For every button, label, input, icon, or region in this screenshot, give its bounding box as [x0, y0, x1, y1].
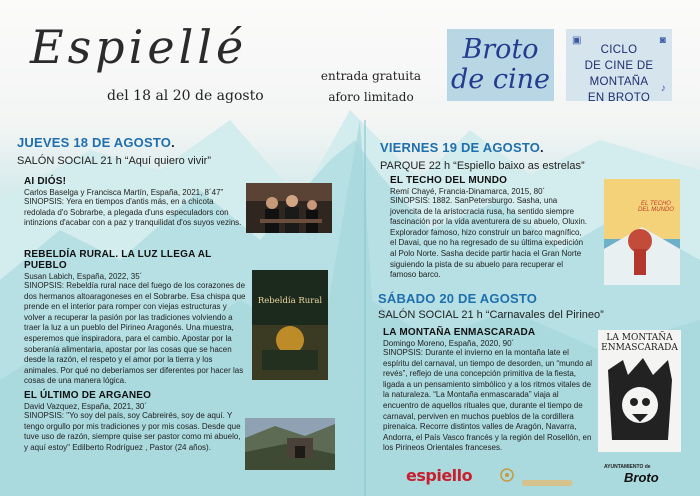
thursday-section [17, 134, 352, 167]
ai-dios-still [246, 183, 332, 233]
film-synopsis: SINOPSIS: Yera en tiempos d'antis más, en a chicota redolada d'o Sobrarbe, a plegada d'uns especuladors con intinzions d'acabar con a paz y tranquilidat d'os suyos vezins. [24, 197, 242, 228]
film-synopsis: SINOPSIS: Durante el invierno en la montaña late el espíritu del carnaval, un tiempo de desorden, un “mundo al revés”, reflejo de una concepción primitiva de la fiesta, ligada a un pensamiento simbólico y a los ritmos vitales de la naturaleza. “La Montaña enmascarada” viaja al encuentro de aquellos rituales que, durante el tiempo de carnaval, perviven en muchos pueblos de la cordillera pirenaica. Recorre distintos valles de Aragón, Navarra, Andorra, el País Vasco francés y la región del Rosellón, en los Pirineos Orientales franceses. [383, 348, 593, 453]
thursday-heading: JUEVES 18 DE AGOSTO. [17, 135, 175, 150]
broto-logo-line1: Broto [462, 34, 539, 65]
broto-de-cine-logo [447, 29, 554, 101]
ultimo-arganeo-still [245, 418, 335, 470]
ciclo-cine-logo [566, 29, 672, 104]
film-meta: Susan Labich, España, 2022, 35´ [24, 272, 143, 281]
poster-title: EL TECHO DEL MUNDO [638, 201, 674, 213]
film-title: EL ÚLTIMO DE ARGANEO [24, 390, 152, 401]
ciclo-line3: MONTAÑA [589, 76, 649, 88]
partner-logo [522, 473, 572, 479]
header [0, 0, 700, 120]
event-title: Espiellé [30, 20, 248, 74]
film-title: AI DIÓS! [24, 176, 67, 187]
film-ai-dios [24, 176, 244, 229]
entry-info [317, 66, 425, 108]
thursday-venue: SALÓN SOCIAL 21 h “Aquí quiero vivir” [17, 155, 212, 167]
saturday-venue: SALÓN SOCIAL 21 h “Carnavales del Pirineo” [378, 309, 604, 321]
film-techo-del-mundo [390, 175, 590, 281]
film-meta: Carlos Baselga y Francisca Martín, España, 2021, 8´47” [24, 188, 224, 197]
ciclo-line4: EN BROTO [587, 92, 651, 104]
poster-title: Rebeldía Rural [257, 296, 323, 306]
saturday-day: SÁBADO 20 DE AGOSTO [378, 291, 538, 306]
film-synopsis: SINOPSIS: Rebeldía rural nace del fuego de los corazones de dos hermanos altoaragoneses en el Sobrarbe. Esa chispa que prende en el interior para romper con viejas estructuras y volver a recuperar la pasión por las tradiciones volviendo a traer la luz a un pueblo del Pirineo Aragonés. Una muestra, esperemos que inspiradora, para el cambio. Apostar por la soberanía alimentaria, apostar por las cosas que se hacen desde la razón, el respeto y el amor por la tierra y los animales. Por qué no deberíamos ser diferentes por hacer las cosas de una manera lógica. [24, 281, 246, 386]
rebeldia-rural-poster [252, 270, 328, 380]
entry-free: entrada gratuita [320, 69, 422, 83]
camera-icon: ◙ [659, 35, 666, 46]
techo-del-mundo-poster [604, 179, 680, 285]
friday-heading: VIERNES 19 DE AGOSTO. [380, 140, 544, 155]
thursday-day: JUEVES 18 DE AGOSTO [17, 135, 172, 150]
ayuntamiento-logo [604, 464, 694, 485]
friday-day: VIERNES 19 DE AGOSTO [380, 140, 541, 155]
espiello-logo: espiello [406, 466, 473, 485]
ciclo-line1: CICLO [600, 44, 638, 56]
film-meta: David Vazquez, España, 2021, 30´ [24, 402, 148, 411]
film-title: REBELDÍA RURAL. LA LUZ LLEGA AL PUEBLO [24, 249, 212, 271]
ciclo-line2: DE CINE DE [584, 60, 654, 72]
saturday-section [378, 291, 678, 321]
film-title: LA MONTAÑA ENMASCARADA [383, 327, 536, 338]
poster-title: LA MONTAÑA ENMASCARADA [601, 333, 678, 353]
film-meta: Domingo Moreno, España, 2020, 90´ [383, 339, 515, 348]
film-montana-enmascarada [383, 327, 593, 454]
ayto-label: AYUNTAMIENTO de [604, 464, 651, 470]
film-title: EL TECHO DEL MUNDO [390, 175, 508, 186]
entry-capacity: aforo limitado [328, 90, 414, 104]
friday-venue: PARQUE 22 h “Espiello baixo as estrelas” [380, 160, 585, 172]
montana-enmascarada-poster [598, 330, 681, 452]
film-meta: Remí Chayé, Francia-Dinamarca, 2015, 80´ [390, 187, 546, 196]
film-synopsis: SINOPSIS: 1882. SanPetersburgo. Sasha, una jovencita de la aristocracia rusa, ha sentido siempre fascinación por la vida aventurera de su abuelo, Oluxin. Explorador famoso, hizo construir un barco magnífico, el Davai, que no ha regresado de su última expedición al Polo Norte. Sasha decide partir hacia el Gran Norte siguiendo la pista de su abuelo para recuperar el famoso barco. [390, 196, 588, 280]
event-dates: del 18 al 20 de agosto [107, 88, 264, 104]
film-icon: ▣ [572, 35, 582, 46]
film-ultimo-arganeo [24, 390, 244, 453]
music-icon: ♪ [660, 83, 666, 94]
ayto-broto: Broto [624, 470, 659, 485]
broto-logo-line2: de cine [451, 64, 550, 95]
friday-section [380, 139, 680, 172]
film-rebeldia-rural [24, 249, 246, 387]
sun-emblem-icon [498, 466, 516, 489]
film-synopsis: SINOPSIS: "Yo soy del país, soy Cabreirés, soy de aquí. Y tengo orgullo por mis tradiciones y por mis cosas. Desde que tuve uso de razón, siempre quise ser pastor como mi abuelo, y aquí estoy" Edilberto Rodríguez , Pastor (24 años). [24, 411, 241, 452]
